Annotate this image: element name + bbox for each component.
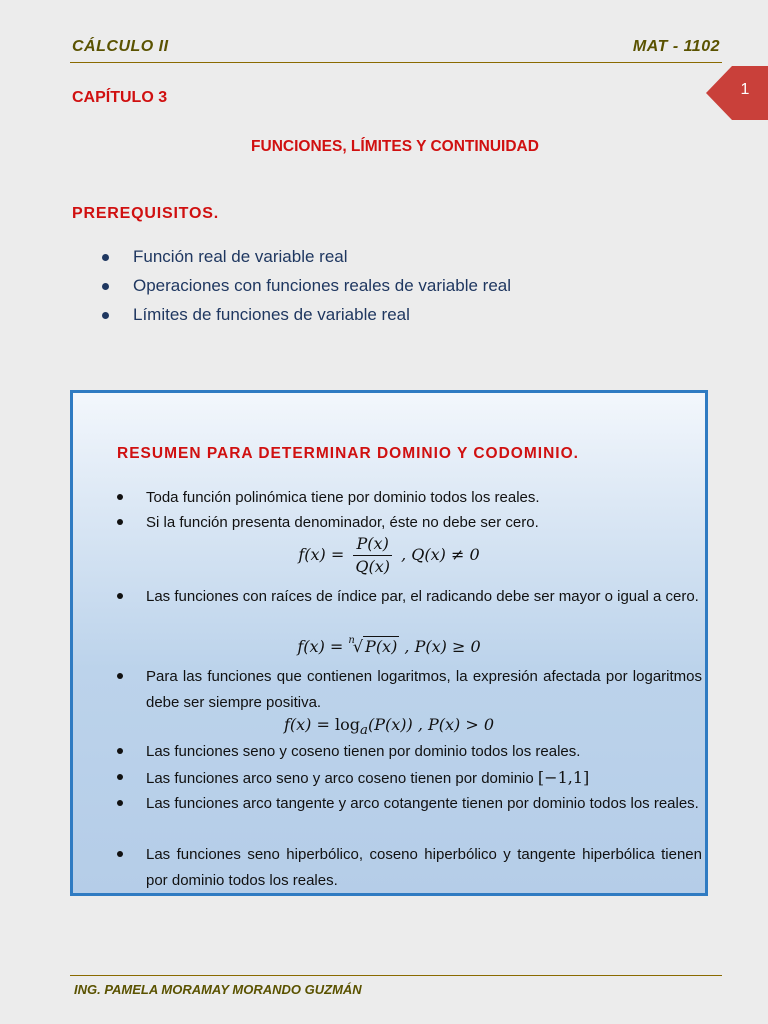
course-name: CÁLCULO II [72, 38, 169, 55]
summary-heading: RESUMEN PARA DETERMINAR DOMINIO Y CODOMINIO. [117, 445, 579, 462]
log-operator: log [335, 715, 360, 734]
prerequisites-list [100, 244, 511, 331]
fraction-numerator: P(x) [353, 533, 392, 556]
radical-icon: √ [352, 637, 364, 656]
fraction-denominator: Q(x) [355, 557, 390, 576]
list-item-text: Las funciones arco seno y arco coseno tienen por dominio [146, 770, 534, 787]
fraction [353, 533, 392, 578]
radicand: P(x) [365, 637, 398, 656]
formula-lhs: f(x) = [283, 715, 330, 734]
formula-denominator [73, 533, 705, 578]
log-base: a [360, 723, 368, 739]
chapter-heading: CAPÍTULO 3 [72, 89, 168, 106]
formula-log [73, 715, 705, 738]
formula-condition: , P(x) ≥ 0 [404, 637, 481, 656]
formula-lhs: f(x) = [297, 637, 344, 656]
radical [348, 637, 399, 656]
list-item: Las funciones arco tangente y arco cotangente tienen por dominio todos los reales. [146, 791, 702, 817]
prerequisites-heading: PREREQUISITOS. [72, 205, 219, 222]
page-number: 1 [740, 81, 750, 98]
footer-divider [70, 975, 722, 976]
list-item: Para las funciones que contienen logaritmos, la expresión afectada por logaritmos debe ser siempre positiva. [146, 664, 702, 715]
interval: [−1,1] [537, 768, 590, 787]
list-item: Las funciones seno y coseno tienen por dominio todos los reales. [146, 739, 702, 765]
list-item: Función real de variable real [100, 244, 511, 273]
formula-condition: , P(x) > 0 [417, 715, 495, 734]
formula-lhs: f(x) = [298, 545, 345, 564]
formula-condition: , Q(x) ≠ 0 [401, 545, 480, 564]
list-item [146, 765, 702, 792]
list-item: Las funciones seno hiperbólico, coseno hiperbólico y tangente hiperbólica tienen por dominio todos los reales. [146, 842, 702, 893]
section-title: FUNCIONES, LÍMITES Y CONTINUIDAD [251, 138, 539, 155]
list-item: Operaciones con funciones reales de variable real [100, 273, 511, 302]
page-number-tab [706, 66, 768, 120]
course-code: MAT - 1102 [632, 38, 720, 55]
list-item: Toda función polinómica tiene por dominio todos los reales. [146, 485, 702, 511]
root-index: n [348, 635, 355, 646]
page-header [72, 38, 720, 56]
header-divider [70, 62, 722, 63]
formula-root [73, 637, 705, 656]
list-item: Si la función presenta denominador, éste no debe ser cero. [146, 510, 702, 536]
summary-box [70, 390, 708, 896]
list-item: Las funciones con raíces de índice par, el radicando debe ser mayor o igual a cero. [146, 584, 702, 610]
list-item: Límites de funciones de variable real [100, 302, 511, 331]
author-footer: ING. PAMELA MORAMAY MORANDO GUZMÁN [74, 982, 362, 997]
log-argument: (P(x)) [367, 715, 413, 734]
